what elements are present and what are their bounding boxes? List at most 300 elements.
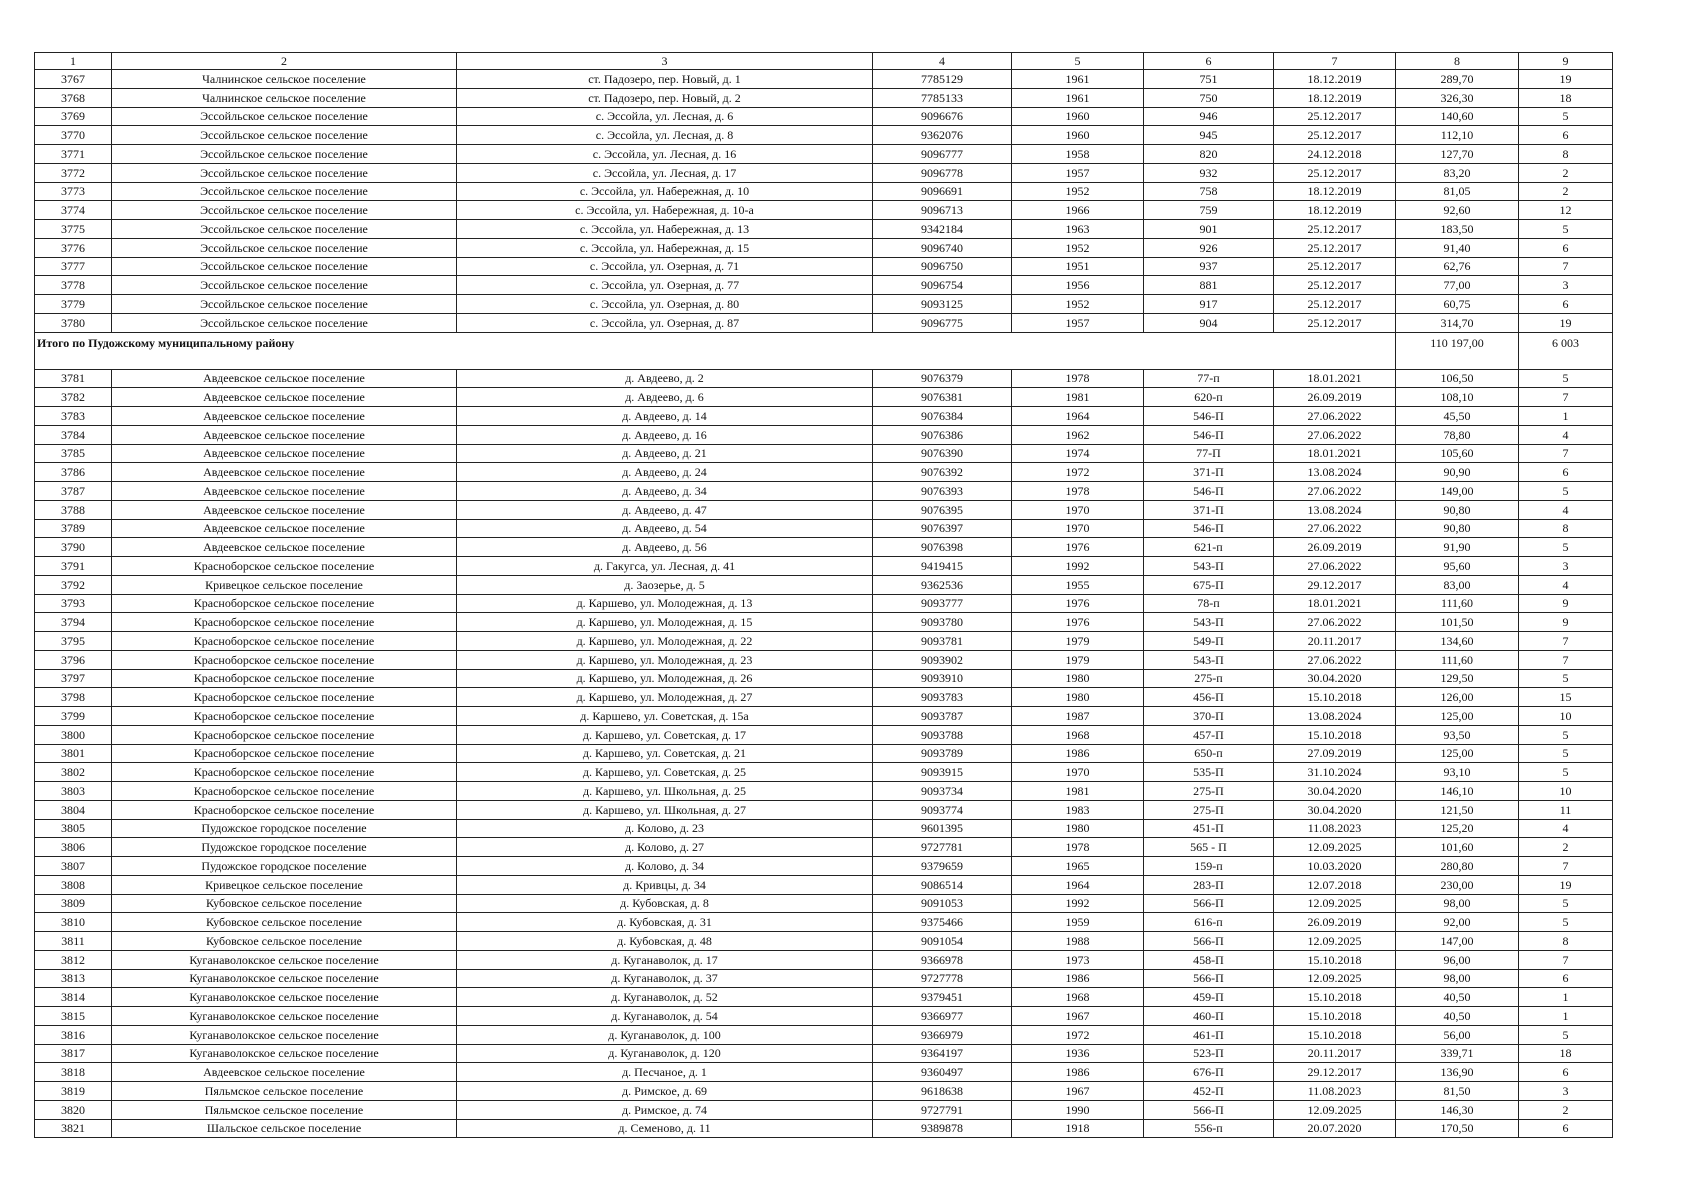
decree-number: 650-п (1144, 744, 1274, 763)
address: с. Эссойла, ул. Лесная, д. 6 (457, 107, 873, 126)
decree-date: 26.09.2019 (1274, 538, 1396, 557)
decree-number: 676-П (1144, 1063, 1274, 1082)
total-area: 289,70 (1396, 70, 1519, 89)
decree-number: 621-п (1144, 538, 1274, 557)
address: д. Каршево, ул. Молодежная, д. 23 (457, 650, 873, 669)
residents-count: 8 (1519, 145, 1613, 164)
decree-date: 10.03.2020 (1274, 857, 1396, 876)
table-row (35, 782, 1613, 801)
address: с. Эссойла, ул. Набережная, д. 10 (457, 182, 873, 201)
decree-number: 451-П (1144, 819, 1274, 838)
district-total-label: Итого по Пудожскому муниципальному району (35, 332, 1396, 369)
residents-count: 18 (1519, 88, 1613, 107)
build-year: 1967 (1012, 1082, 1144, 1101)
table-row (35, 444, 1613, 463)
district-total-row (35, 332, 1613, 369)
table-row (35, 744, 1613, 763)
table-row (35, 969, 1613, 988)
table-row (35, 295, 1613, 314)
row-index: 3771 (35, 145, 112, 164)
settlement-name: Куганаволокское сельское поселение (112, 988, 457, 1007)
total-area: 112,10 (1396, 126, 1519, 145)
row-index: 3777 (35, 257, 112, 276)
address: д. Каршево, ул. Советская, д. 17 (457, 725, 873, 744)
row-index: 3783 (35, 407, 112, 426)
build-year: 1978 (1012, 482, 1144, 501)
table-row (35, 632, 1613, 651)
row-index: 3812 (35, 950, 112, 969)
build-year: 1990 (1012, 1100, 1144, 1119)
build-year: 1952 (1012, 238, 1144, 257)
decree-date: 15.10.2018 (1274, 988, 1396, 1007)
table-row (35, 519, 1613, 538)
build-year: 1986 (1012, 1063, 1144, 1082)
decree-date: 26.09.2019 (1274, 388, 1396, 407)
decree-number: 932 (1144, 163, 1274, 182)
decree-number: 549-П (1144, 632, 1274, 651)
residents-count: 19 (1519, 70, 1613, 89)
decree-number: 275-П (1144, 800, 1274, 819)
residents-count: 5 (1519, 482, 1613, 501)
row-index: 3796 (35, 650, 112, 669)
build-year: 1978 (1012, 369, 1144, 388)
residents-count: 6 (1519, 238, 1613, 257)
row-index: 3820 (35, 1100, 112, 1119)
build-year: 1955 (1012, 575, 1144, 594)
build-year: 1952 (1012, 295, 1144, 314)
residents-count: 5 (1519, 913, 1613, 932)
residents-count: 8 (1519, 932, 1613, 951)
build-year: 1987 (1012, 707, 1144, 726)
object-id: 9093789 (873, 744, 1012, 763)
total-area: 77,00 (1396, 276, 1519, 295)
settlement-name: Авдеевское сельское поселение (112, 538, 457, 557)
row-index: 3770 (35, 126, 112, 145)
object-id: 9093781 (873, 632, 1012, 651)
table-row (35, 875, 1613, 894)
table-row (35, 369, 1613, 388)
decree-date: 27.06.2022 (1274, 425, 1396, 444)
residents-count: 9 (1519, 613, 1613, 632)
object-id: 9375466 (873, 913, 1012, 932)
object-id: 9076397 (873, 519, 1012, 538)
total-area: 91,40 (1396, 238, 1519, 257)
object-id: 9093774 (873, 800, 1012, 819)
total-area: 314,70 (1396, 313, 1519, 332)
row-index: 3795 (35, 632, 112, 651)
object-id: 9076384 (873, 407, 1012, 426)
row-index: 3778 (35, 276, 112, 295)
row-index: 3781 (35, 369, 112, 388)
decree-number: 904 (1144, 313, 1274, 332)
address: д. Авдеево, д. 24 (457, 463, 873, 482)
row-index: 3791 (35, 557, 112, 576)
address: д. Авдеево, д. 56 (457, 538, 873, 557)
decree-date: 12.09.2025 (1274, 838, 1396, 857)
total-area: 92,00 (1396, 913, 1519, 932)
table-row (35, 182, 1613, 201)
object-id: 9076390 (873, 444, 1012, 463)
row-index: 3787 (35, 482, 112, 501)
settlement-name: Эссойльское сельское поселение (112, 107, 457, 126)
decree-number: 881 (1144, 276, 1274, 295)
address: д. Римское, д. 69 (457, 1082, 873, 1101)
settlement-name: Авдеевское сельское поселение (112, 1063, 457, 1082)
address: с. Эссойла, ул. Лесная, д. 16 (457, 145, 873, 164)
decree-number: 546-П (1144, 482, 1274, 501)
residents-count: 5 (1519, 725, 1613, 744)
row-index: 3782 (35, 388, 112, 407)
object-id: 9093915 (873, 763, 1012, 782)
decree-number: 370-П (1144, 707, 1274, 726)
build-year: 1976 (1012, 538, 1144, 557)
decree-number: 456-П (1144, 688, 1274, 707)
residents-count: 19 (1519, 875, 1613, 894)
address: д. Авдеево, д. 14 (457, 407, 873, 426)
decree-number: 77-П (1144, 444, 1274, 463)
residents-count: 5 (1519, 763, 1613, 782)
settlement-name: Эссойльское сельское поселение (112, 276, 457, 295)
address: с. Эссойла, ул. Набережная, д. 15 (457, 238, 873, 257)
settlement-name: Пудожское городское поселение (112, 857, 457, 876)
build-year: 1970 (1012, 763, 1144, 782)
build-year: 1961 (1012, 70, 1144, 89)
row-index: 3785 (35, 444, 112, 463)
table-row (35, 650, 1613, 669)
settlement-name: Пяльмское сельское поселение (112, 1082, 457, 1101)
settlement-name: Пяльмское сельское поселение (112, 1100, 457, 1119)
decree-number: 543-П (1144, 557, 1274, 576)
build-year: 1963 (1012, 220, 1144, 239)
build-year: 1979 (1012, 632, 1144, 651)
decree-number: 566-П (1144, 932, 1274, 951)
total-area: 93,50 (1396, 725, 1519, 744)
settlement-name: Кубовское сельское поселение (112, 932, 457, 951)
object-id: 9096777 (873, 145, 1012, 164)
decree-number: 371-П (1144, 463, 1274, 482)
table-row (35, 388, 1613, 407)
residents-count: 5 (1519, 220, 1613, 239)
table-row (35, 669, 1613, 688)
table-row (35, 201, 1613, 220)
total-area: 45,50 (1396, 407, 1519, 426)
address: с. Эссойла, ул. Озерная, д. 87 (457, 313, 873, 332)
object-id: 9076379 (873, 369, 1012, 388)
total-area: 93,10 (1396, 763, 1519, 782)
decree-date: 27.06.2022 (1274, 557, 1396, 576)
table-row (35, 1007, 1613, 1026)
decree-date: 20.11.2017 (1274, 1044, 1396, 1063)
build-year: 1936 (1012, 1044, 1144, 1063)
total-area: 147,00 (1396, 932, 1519, 951)
total-area: 136,90 (1396, 1063, 1519, 1082)
total-area: 95,60 (1396, 557, 1519, 576)
residents-count: 7 (1519, 950, 1613, 969)
decree-number: 937 (1144, 257, 1274, 276)
total-area: 90,80 (1396, 519, 1519, 538)
settlement-name: Авдеевское сельское поселение (112, 463, 457, 482)
total-area: 60,75 (1396, 295, 1519, 314)
total-area: 146,10 (1396, 782, 1519, 801)
settlement-name: Пудожское городское поселение (112, 838, 457, 857)
object-id: 9601395 (873, 819, 1012, 838)
build-year: 1918 (1012, 1119, 1144, 1138)
row-index: 3772 (35, 163, 112, 182)
decree-number: 457-П (1144, 725, 1274, 744)
table-row (35, 238, 1613, 257)
decree-number: 452-П (1144, 1082, 1274, 1101)
decree-number: 77-п (1144, 369, 1274, 388)
address: д. Песчаное, д. 1 (457, 1063, 873, 1082)
object-id: 9076392 (873, 463, 1012, 482)
table-row (35, 857, 1613, 876)
address: с. Эссойла, ул. Озерная, д. 77 (457, 276, 873, 295)
decree-number: 759 (1144, 201, 1274, 220)
object-id: 9096740 (873, 238, 1012, 257)
table-row (35, 894, 1613, 913)
address: д. Колово, д. 27 (457, 838, 873, 857)
object-id: 9093902 (873, 650, 1012, 669)
row-index: 3792 (35, 575, 112, 594)
address: с. Эссойла, ул. Набережная, д. 13 (457, 220, 873, 239)
build-year: 1964 (1012, 407, 1144, 426)
residents-count: 9 (1519, 594, 1613, 613)
table-row (35, 707, 1613, 726)
residents-count: 10 (1519, 782, 1613, 801)
decree-date: 11.08.2023 (1274, 819, 1396, 838)
total-area: 134,60 (1396, 632, 1519, 651)
row-index: 3805 (35, 819, 112, 838)
address: д. Куганаволок, д. 17 (457, 950, 873, 969)
decree-number: 820 (1144, 145, 1274, 164)
decree-number: 917 (1144, 295, 1274, 314)
address: д. Каршево, ул. Школьная, д. 27 (457, 800, 873, 819)
decree-date: 20.07.2020 (1274, 1119, 1396, 1138)
total-area: 126,00 (1396, 688, 1519, 707)
housing-register-table (34, 52, 1613, 1138)
address: д. Гакугса, ул. Лесная, д. 41 (457, 557, 873, 576)
total-area: 108,10 (1396, 388, 1519, 407)
settlement-name: Эссойльское сельское поселение (112, 201, 457, 220)
build-year: 1967 (1012, 1007, 1144, 1026)
address: д. Авдеево, д. 2 (457, 369, 873, 388)
address: д. Куганаволок, д. 100 (457, 1025, 873, 1044)
build-year: 1968 (1012, 725, 1144, 744)
table-row (35, 257, 1613, 276)
table-row (35, 557, 1613, 576)
row-index: 3800 (35, 725, 112, 744)
residents-count: 7 (1519, 632, 1613, 651)
table-row (35, 425, 1613, 444)
decree-date: 18.12.2019 (1274, 182, 1396, 201)
decree-number: 565 - П (1144, 838, 1274, 857)
object-id: 9096676 (873, 107, 1012, 126)
table-row (35, 950, 1613, 969)
row-index: 3801 (35, 744, 112, 763)
column-number-row (35, 53, 1613, 70)
residents-count: 6 (1519, 126, 1613, 145)
decree-date: 27.06.2022 (1274, 613, 1396, 632)
decree-date: 18.12.2019 (1274, 70, 1396, 89)
decree-date: 30.04.2020 (1274, 669, 1396, 688)
row-index: 3776 (35, 238, 112, 257)
row-index: 3818 (35, 1063, 112, 1082)
object-id: 9366979 (873, 1025, 1012, 1044)
settlement-name: Куганаволокское сельское поселение (112, 1025, 457, 1044)
column-number: 2 (112, 53, 457, 70)
table-row (35, 1119, 1613, 1138)
row-index: 3784 (35, 425, 112, 444)
total-area: 83,00 (1396, 575, 1519, 594)
total-area: 98,00 (1396, 894, 1519, 913)
table-row (35, 482, 1613, 501)
settlement-name: Куганаволокское сельское поселение (112, 1007, 457, 1026)
total-area: 78,80 (1396, 425, 1519, 444)
total-area: 121,50 (1396, 800, 1519, 819)
total-area: 170,50 (1396, 1119, 1519, 1138)
row-index: 3794 (35, 613, 112, 632)
settlement-name: Эссойльское сельское поселение (112, 257, 457, 276)
total-area: 90,80 (1396, 500, 1519, 519)
total-area: 40,50 (1396, 1007, 1519, 1026)
object-id: 7785133 (873, 88, 1012, 107)
table-row (35, 763, 1613, 782)
object-id: 9342184 (873, 220, 1012, 239)
total-area: 111,60 (1396, 650, 1519, 669)
total-area: 280,80 (1396, 857, 1519, 876)
build-year: 1962 (1012, 425, 1144, 444)
decree-date: 12.09.2025 (1274, 1100, 1396, 1119)
object-id: 9096750 (873, 257, 1012, 276)
decree-number: 459-П (1144, 988, 1274, 1007)
decree-number: 371-П (1144, 500, 1274, 519)
settlement-name: Эссойльское сельское поселение (112, 220, 457, 239)
district-total-count: 6 003 (1519, 332, 1613, 369)
address: д. Каршево, ул. Советская, д. 21 (457, 744, 873, 763)
row-index: 3821 (35, 1119, 112, 1138)
object-id: 9096713 (873, 201, 1012, 220)
decree-date: 15.10.2018 (1274, 1025, 1396, 1044)
row-index: 3807 (35, 857, 112, 876)
total-area: 106,50 (1396, 369, 1519, 388)
decree-date: 12.09.2025 (1274, 932, 1396, 951)
decree-date: 15.10.2018 (1274, 950, 1396, 969)
table-row (35, 932, 1613, 951)
address: с. Эссойла, ул. Озерная, д. 80 (457, 295, 873, 314)
address: д. Римское, д. 74 (457, 1100, 873, 1119)
address: д. Кубовская, д. 48 (457, 932, 873, 951)
decree-date: 12.07.2018 (1274, 875, 1396, 894)
residents-count: 3 (1519, 557, 1613, 576)
decree-date: 29.12.2017 (1274, 1063, 1396, 1082)
row-index: 3773 (35, 182, 112, 201)
decree-date: 24.12.2018 (1274, 145, 1396, 164)
decree-date: 20.11.2017 (1274, 632, 1396, 651)
address: д. Куганаволок, д. 54 (457, 1007, 873, 1026)
build-year: 1952 (1012, 182, 1144, 201)
address: д. Авдеево, д. 47 (457, 500, 873, 519)
row-index: 3767 (35, 70, 112, 89)
residents-count: 4 (1519, 425, 1613, 444)
decree-number: 946 (1144, 107, 1274, 126)
column-number: 9 (1519, 53, 1613, 70)
decree-date: 25.12.2017 (1274, 276, 1396, 295)
row-index: 3790 (35, 538, 112, 557)
object-id: 9389878 (873, 1119, 1012, 1138)
row-index: 3815 (35, 1007, 112, 1026)
decree-number: 458-П (1144, 950, 1274, 969)
settlement-name: Шальское сельское поселение (112, 1119, 457, 1138)
residents-count: 6 (1519, 463, 1613, 482)
build-year: 1992 (1012, 894, 1144, 913)
decree-number: 523-П (1144, 1044, 1274, 1063)
residents-count: 6 (1519, 1063, 1613, 1082)
build-year: 1976 (1012, 613, 1144, 632)
row-index: 3780 (35, 313, 112, 332)
object-id: 9419415 (873, 557, 1012, 576)
decree-number: 275-П (1144, 782, 1274, 801)
decree-number: 675-П (1144, 575, 1274, 594)
row-index: 3775 (35, 220, 112, 239)
address: д. Каршево, ул. Советская, д. 15а (457, 707, 873, 726)
total-area: 101,60 (1396, 838, 1519, 857)
total-area: 140,60 (1396, 107, 1519, 126)
row-index: 3814 (35, 988, 112, 1007)
residents-count: 1 (1519, 988, 1613, 1007)
total-area: 98,00 (1396, 969, 1519, 988)
settlement-name: Чалнинское сельское поселение (112, 88, 457, 107)
row-index: 3819 (35, 1082, 112, 1101)
settlement-name: Кубовское сельское поселение (112, 894, 457, 913)
settlement-name: Куганаволокское сельское поселение (112, 950, 457, 969)
decree-number: 535-П (1144, 763, 1274, 782)
address: д. Куганаволок, д. 37 (457, 969, 873, 988)
decree-number: 78-п (1144, 594, 1274, 613)
decree-date: 29.12.2017 (1274, 575, 1396, 594)
decree-number: 159-п (1144, 857, 1274, 876)
district-total-area: 110 197,00 (1396, 332, 1519, 369)
build-year: 1979 (1012, 650, 1144, 669)
table-row (35, 220, 1613, 239)
residents-count: 5 (1519, 538, 1613, 557)
row-index: 3798 (35, 688, 112, 707)
build-year: 1960 (1012, 126, 1144, 145)
build-year: 1958 (1012, 145, 1144, 164)
decree-date: 25.12.2017 (1274, 238, 1396, 257)
table-row (35, 313, 1613, 332)
decree-date: 31.10.2024 (1274, 763, 1396, 782)
build-year: 1968 (1012, 988, 1144, 1007)
settlement-name: Куганаволокское сельское поселение (112, 969, 457, 988)
decree-date: 25.12.2017 (1274, 220, 1396, 239)
total-area: 90,90 (1396, 463, 1519, 482)
build-year: 1972 (1012, 463, 1144, 482)
decree-date: 12.09.2025 (1274, 894, 1396, 913)
row-index: 3793 (35, 594, 112, 613)
table-row (35, 107, 1613, 126)
row-index: 3786 (35, 463, 112, 482)
address: с. Эссойла, ул. Лесная, д. 8 (457, 126, 873, 145)
build-year: 1956 (1012, 276, 1144, 295)
table-row (35, 1063, 1613, 1082)
settlement-name: Авдеевское сельское поселение (112, 482, 457, 501)
object-id: 9362076 (873, 126, 1012, 145)
object-id: 9093734 (873, 782, 1012, 801)
decree-number: 546-П (1144, 425, 1274, 444)
object-id: 9727791 (873, 1100, 1012, 1119)
column-number: 3 (457, 53, 873, 70)
decree-number: 566-П (1144, 969, 1274, 988)
